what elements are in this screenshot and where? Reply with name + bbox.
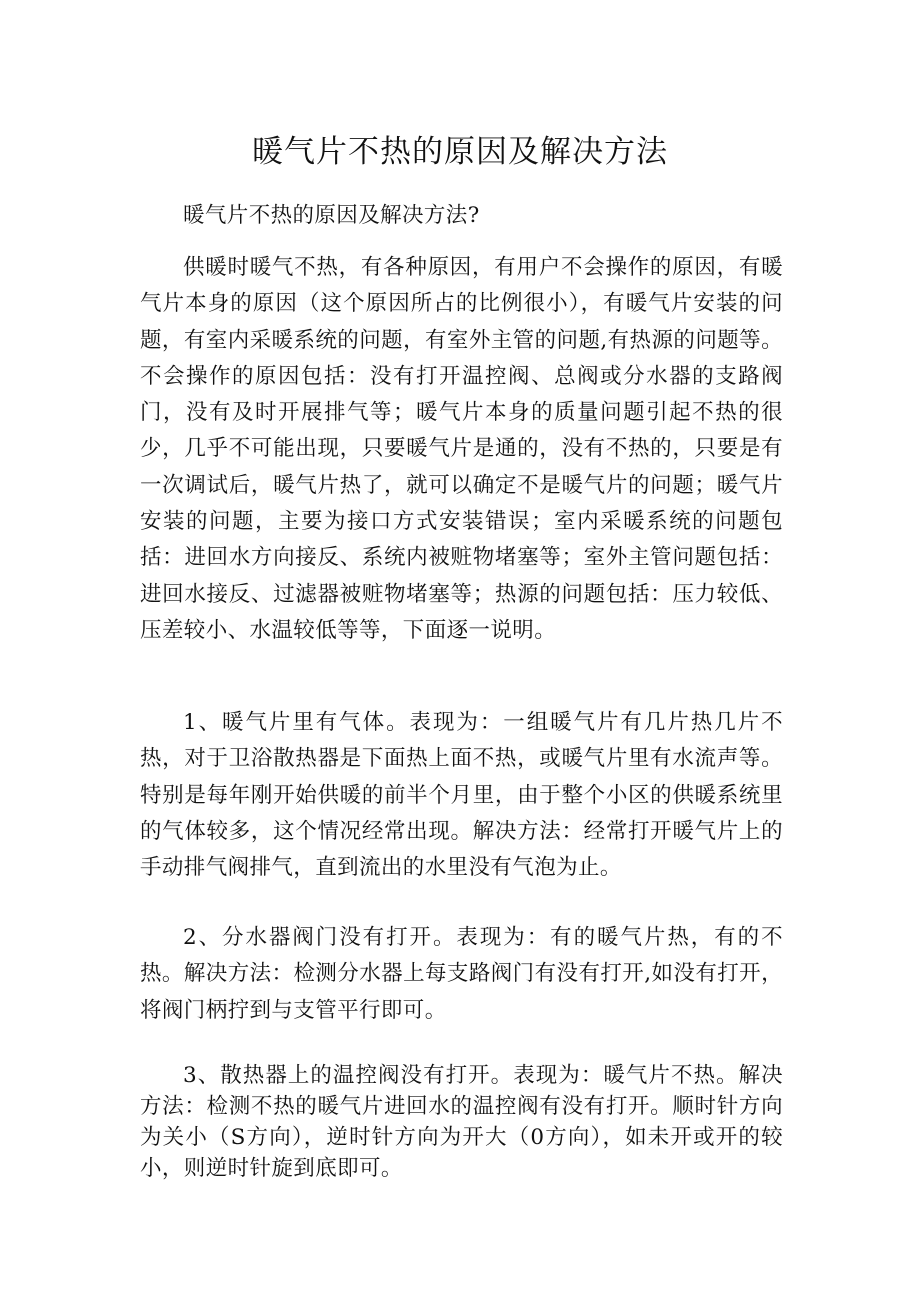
section-paragraph-3: 3、散热器上的温控阀没有打开。表现为：暖气片不热。解决方法：检测不热的暖气片进回水的温控阀有没有打开。顺时针方向为关小（S方向），逆时针方向为开大（0方向），如未开或开的较小，则逆时针旋到底即可。 (140, 1063, 783, 1181)
section-paragraph-1: 1、暖气片里有气体。表现为：一组暖气片有几片热几片不热，对于卫浴散热器是下面热上面不热，或暖气片里有水流声等。特别是每年刚开始供暖的前半个月里，由于整个小区的供暖系统里的气体较多，这个情况经常出现。解决方法：经常打开暖气片上的手动排气阀排气，直到流出的水里没有气泡为止。 (140, 710, 783, 881)
question-paragraph: 暖气片不热的原因及解决方法? (183, 203, 480, 228)
intro-paragraph: 供暖时暖气不热，有各种原因，有用户不会操作的原因，有暖气片本身的原因（这个原因所占的比例很小），有暖气片安装的问题，有室内采暖系统的问题，有室外主管的问题,有热源的问题等。不会操作的原因包括：没有打开温控阀、总阀或分水器的支路阀门，没有及时开展排气等；暖气片本身的质量问题引起不热的很少，几乎不可能出现，只要暖气片是通的，没有不热的，只要是有一次调试后，暖气片热了，就可以确定不是暖气片的问题；暖气片安装的问题，主要为接口方式安装错误；室内采暖系统的问题包括：进回水方向接反、系统内被赃物堵塞等；室外主管问题包括：进回水接反、过滤器被赃物堵塞等；热源的问题包括：压力较低、压差较小、水温较低等等，下面逐一说明。 (140, 255, 783, 643)
section-paragraph-2: 2、分水器阀门没有打开。表现为：有的暖气片热，有的不热。解决方法：检测分水器上每支路阀门有没有打开,如没有打开，将阀门柄拧到与支管平行即可。 (140, 925, 783, 1023)
page-title: 暖气片不热的原因及解决方法 (252, 134, 668, 170)
